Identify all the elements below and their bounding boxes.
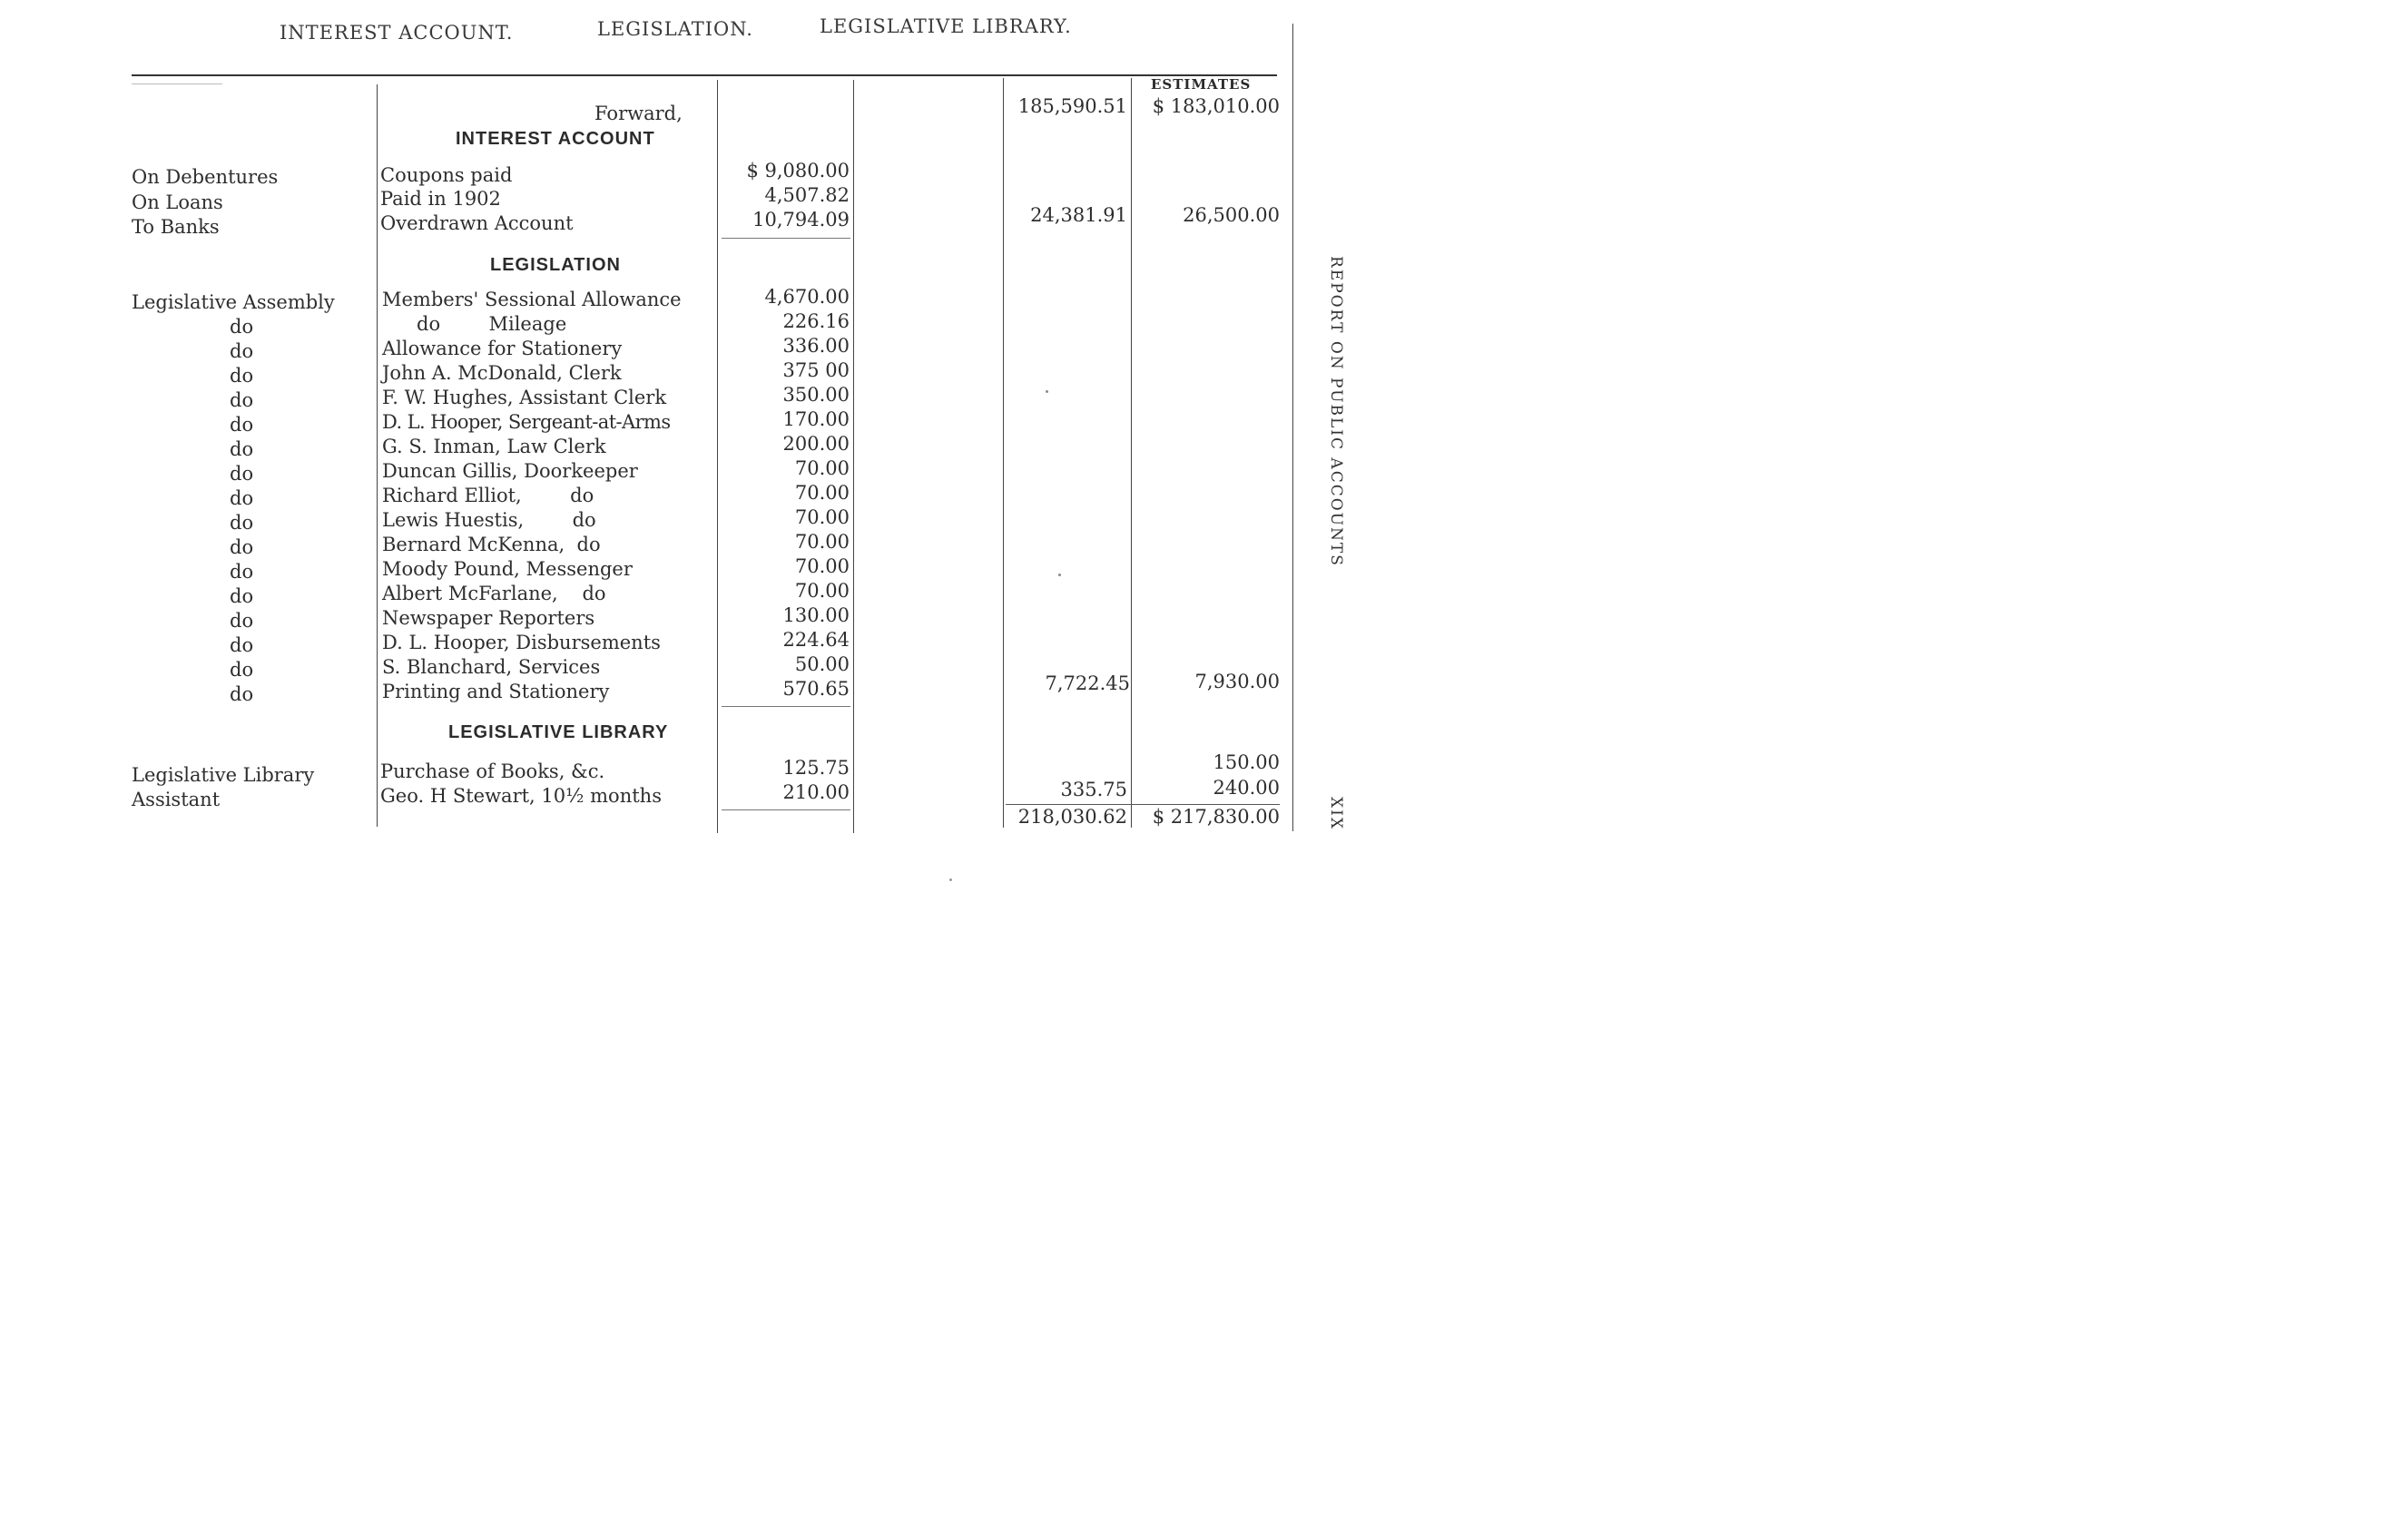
row-amount: 4,670.00 [764,286,850,308]
row-amount: 4,507.82 [764,184,850,206]
row-estimate: 240.00 [1213,777,1280,799]
row-desc [382,313,566,335]
grand-total: 218,030.62 [1017,806,1127,828]
right-margin-rule [1292,24,1293,831]
row-head: do [230,487,254,509]
row-desc: G. S. Inman, Law Clerk [382,436,606,457]
row-desc: Printing and Stationery [382,681,610,702]
row-desc: Purchase of Books, &c. [380,760,605,782]
row-desc: Newspaper Reporters [382,607,595,629]
row-amount: 70.00 [794,531,850,553]
section-estimate: 26,500.00 [1183,204,1280,226]
section-estimate: 7,930.00 [1194,671,1280,692]
row-head: do [230,389,254,411]
row-estimate: 150.00 [1213,751,1280,773]
row-amount: 336.00 [782,335,850,357]
row-desc: Richard Elliot, do [382,485,594,506]
forward-total: 185,590.51 [1017,95,1127,117]
row-amount: 70.00 [794,555,850,577]
row-amount: 200.00 [782,433,850,455]
row-amount: 10,794.09 [752,209,850,231]
row-desc: D. L. Hooper, Sergeant-at-Arms [382,411,671,433]
row-head: do [230,634,254,656]
row-amount: 224.64 [782,629,850,651]
row-amount: 125.75 [782,757,850,779]
row-desc-text: do Mileage [417,313,567,335]
row-head: do [230,512,254,534]
section-title-interest: INTEREST ACCOUNT [456,129,655,149]
row-head: do [230,585,254,607]
forward-label: Forward, [594,103,683,124]
row-desc: Allowance for Stationery [382,338,623,359]
speck [949,878,952,881]
estimates-header: ESTIMATES [1151,76,1252,93]
row-desc: Coupons paid [380,164,513,186]
grand-total-rule [1006,804,1280,805]
row-amount: $ 9,080.00 [746,160,850,181]
row-amount: 70.00 [794,482,850,504]
running-head-legislation: LEGISLATION. [597,18,753,40]
page-number: XIX [1327,797,1345,830]
row-head: do [230,316,254,338]
row-head: do [230,365,254,387]
section-sum-rule [722,706,850,707]
row-desc: Geo. H Stewart, 10½ months [380,785,662,807]
row-head: do [230,414,254,436]
row-head: On Loans [132,191,223,213]
row-head: To Banks [132,216,220,238]
row-head: do [230,659,254,681]
section-title-legislation: LEGISLATION [490,255,621,275]
row-amount: 70.00 [794,457,850,479]
row-desc: Paid in 1902 [380,188,501,210]
library-sum-rule [722,809,850,810]
row-amount: 130.00 [782,604,850,626]
row-desc: Lewis Huestis, do [382,509,596,531]
row-desc: Overdrawn Account [380,212,574,234]
row-amount: 70.00 [794,580,850,602]
row-head: do [230,561,254,583]
section-total: 24,381.91 [1030,204,1127,226]
column-rule-1 [377,84,378,827]
row-desc: Bernard McKenna, do [382,534,601,555]
row-head: Assistant [132,789,221,810]
row-amount: 375 00 [782,359,850,381]
row-head: do [230,340,254,362]
speck [1058,574,1061,576]
row-head: do [230,683,254,705]
section-total: 7,722.45 [1045,672,1130,694]
section-sum-rule [722,238,850,239]
running-head-interest: INTEREST ACCOUNT. [280,22,514,44]
row-head: do [230,536,254,558]
row-desc: D. L. Hooper, Disbursements [382,632,661,653]
row-head: Legislative Library [132,764,315,786]
speck [1046,390,1048,393]
row-desc: F. W. Hughes, Assistant Clerk [382,387,667,408]
row-desc: Members' Sessional Allowance [382,289,682,310]
top-rule-faint [132,83,222,84]
row-amount: 210.00 [782,781,850,803]
row-head: Legislative Assembly [132,291,335,313]
row-amount: 70.00 [794,506,850,528]
row-head: On Debentures [132,166,279,188]
row-amount: 170.00 [782,408,850,430]
column-rule-5 [1131,78,1132,828]
top-rule [132,74,1277,76]
column-rule-3 [853,80,854,833]
grand-estimate: $ 217,830.00 [1152,806,1280,828]
row-head: do [230,463,254,485]
row-desc: Albert McFarlane, do [382,583,606,604]
row-desc: Duncan Gillis, Doorkeeper [382,460,638,482]
side-title: REPORT ON PUBLIC ACCOUNTS [1327,256,1345,567]
page [0,0,1417,910]
section-title-library: LEGISLATIVE LIBRARY [448,722,669,742]
row-head: do [230,438,254,460]
row-head: do [230,610,254,632]
row-amount: 226.16 [782,310,850,332]
row-amount: 50.00 [794,653,850,675]
section-total: 335.75 [1060,779,1127,800]
row-amount: 350.00 [782,384,850,406]
running-head-library: LEGISLATIVE LIBRARY. [820,15,1072,37]
row-desc: Moody Pound, Messenger [382,558,633,580]
column-rule-4 [1003,78,1004,828]
row-desc: S. Blanchard, Services [382,656,601,678]
forward-estimate: $ 183,010.00 [1152,95,1280,117]
row-amount: 570.65 [782,678,850,700]
row-desc: John A. McDonald, Clerk [382,362,622,384]
